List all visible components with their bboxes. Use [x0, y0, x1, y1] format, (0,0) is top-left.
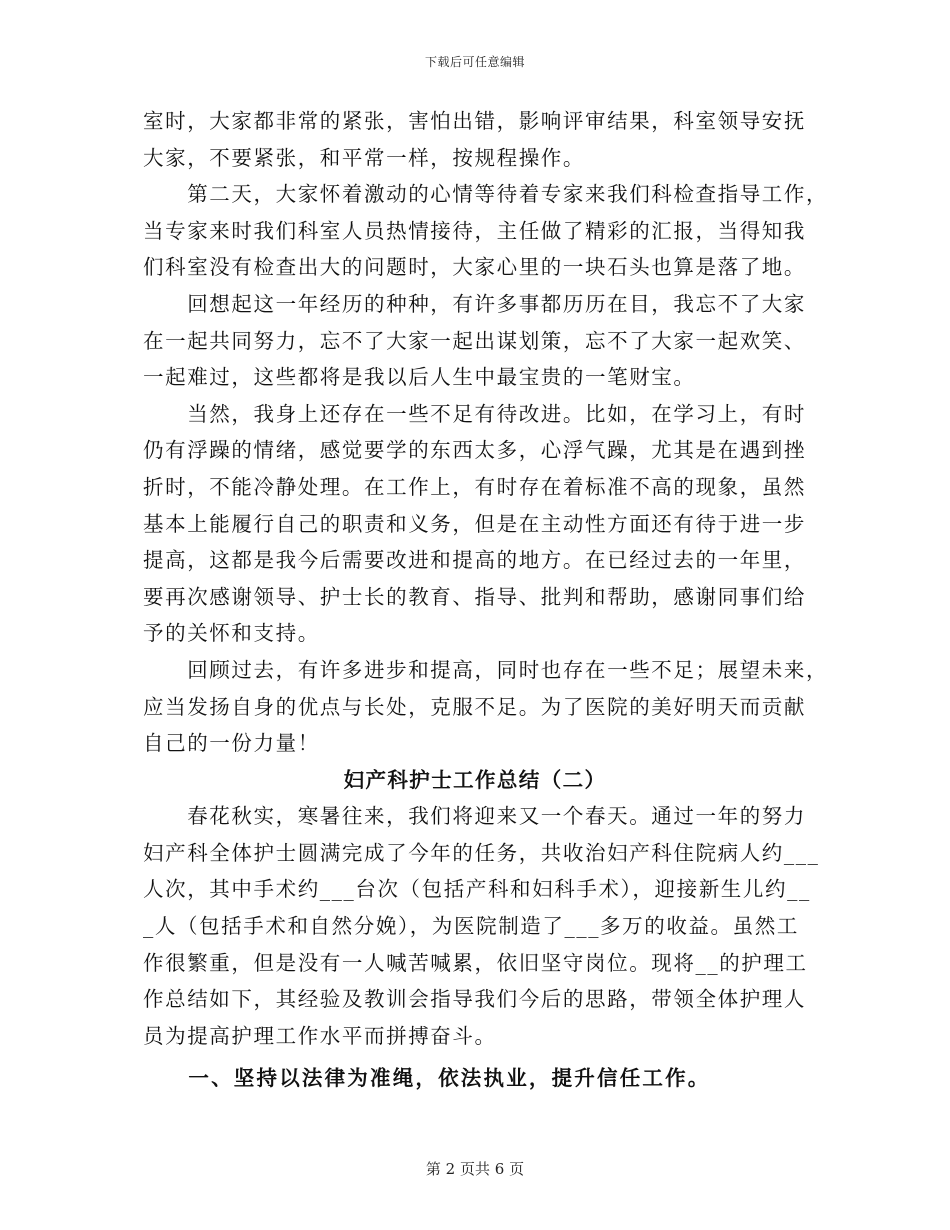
paragraph-line: 大家，不要紧张，和平常一样，按规程操作。: [143, 145, 585, 170]
page-header: 下载后可任意编辑: [424, 55, 525, 69]
paragraph-line: 要再次感谢领导、护士长的教育、指导、批判和帮助，感谢同事们给: [143, 584, 806, 609]
paragraph-line: 回顾过去，有许多进步和提高，同时也存在一些不足；展望未来，: [143, 657, 829, 682]
paragraph-line: 妇产科全体护士圆满完成了今年的任务，共收治妇产科住院病人约___: [143, 840, 820, 865]
paragraph-line: 当专家来时我们科室人员热情接待，主任做了精彩的汇报，当得知我: [143, 218, 806, 243]
paragraph-line: 作总结如下，其经验及教训会指导我们今后的思路，带领全体护理人: [143, 987, 806, 1012]
paragraph-line: 当然，我身上还存在一些不足有待改进。比如，在学习上，有时: [143, 401, 806, 426]
paragraph-line: 基本上能履行自己的职责和义务，但是在主动性方面还有待于进一步: [143, 511, 806, 536]
paragraph-line: 第二天，大家怀着激动的心情等待着专家来我们科检查指导工作，: [143, 182, 829, 207]
paragraph-line: 人次，其中手术约___台次（包括产科和妇科手术），迎接新生儿约__: [143, 877, 811, 902]
section-title: 妇产科护士工作总结（二）: [343, 767, 607, 792]
paragraph-line: 室时，大家都非常的紧张，害怕出错，影响评审结果，科室领导安抚: [143, 109, 806, 133]
paragraph-line: 提高，这都是我今后需要改进和提高的地方。在已经过去的一年里，: [143, 548, 806, 573]
paragraph-line: 自己的一份力量！: [143, 731, 320, 756]
section-heading: 一、坚持以法律为准绳，依法执业，提升信任工作。: [143, 1066, 711, 1091]
paragraph-line: _人（包括手术和自然分娩），为医院制造了___多万的收益。虽然工: [143, 914, 799, 939]
paragraph-line: 春花秋实，寒暑往来，我们将迎来又一个春天。通过一年的努力: [143, 804, 806, 829]
paragraph-line: 一起难过，这些都将是我以后人生中最宝贵的一笔财宝。: [143, 365, 696, 390]
paragraph-line: 在一起共同努力，忘不了大家一起出谋划策，忘不了大家一起欢笑、: [143, 328, 806, 353]
paragraph-line: 仍有浮躁的情绪，感觉要学的东西太多，心浮气躁，尤其是在遇到挫: [143, 438, 806, 463]
paragraph-line: 予的关怀和支持。: [143, 621, 320, 646]
paragraph-line: 应当发扬自身的优点与长处，克服不足。为了医院的美好明天而贡献: [143, 694, 806, 719]
paragraph-line: 们科室没有检查出大的问题时，大家心里的一块石头也算是落了地。: [143, 255, 806, 280]
page-footer: 第 2 页共 6 页: [425, 1160, 525, 1178]
paragraph-line: 折时，不能冷静处理。在工作上，有时存在着标准不高的现象，虽然: [143, 474, 806, 499]
paragraph-line: 回想起这一年经历的种种，有许多事都历历在目，我忘不了大家: [143, 291, 806, 316]
paragraph-line: 员为提高护理工作水平而拼搏奋斗。: [143, 1023, 497, 1048]
paragraph-line: 作很繁重，但是没有一人喊苦喊累，依旧坚守岗位。现将__的护理工: [143, 950, 808, 975]
document-body: [143, 103, 829, 1097]
